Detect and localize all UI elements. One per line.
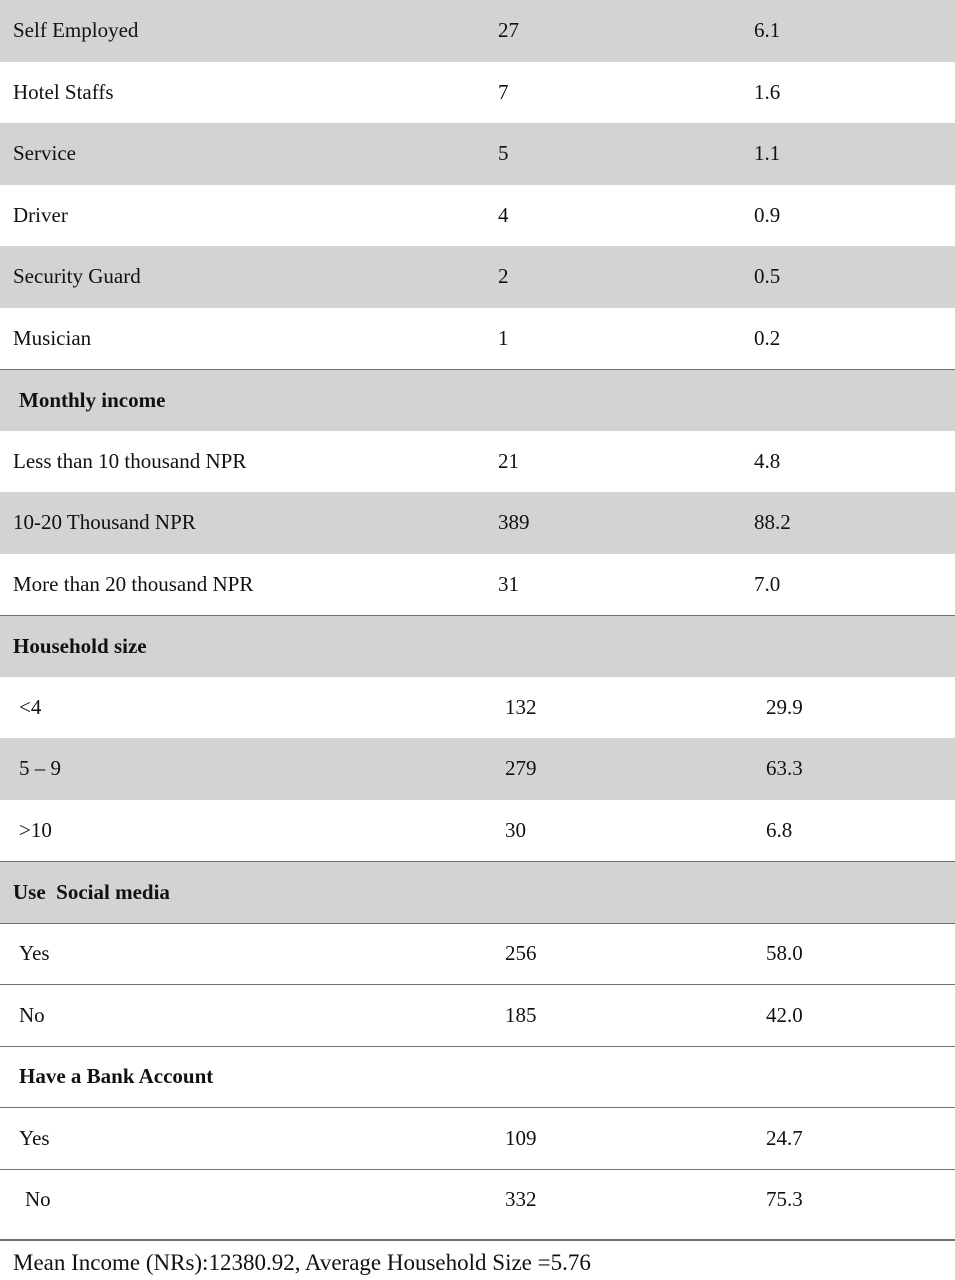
table-row	[0, 246, 955, 308]
percent-cell: 58.0	[766, 941, 803, 966]
table-row	[0, 738, 955, 800]
category-label: Driver	[13, 202, 68, 227]
percent-cell: 0.2	[754, 325, 781, 350]
category-label: 5 – 9	[19, 756, 61, 781]
percent-cell: 29.9	[766, 694, 803, 719]
count-cell: 30	[505, 817, 526, 842]
table-row	[0, 800, 955, 862]
section-header-row	[0, 1046, 955, 1108]
percent-cell: 24.7	[766, 1125, 803, 1150]
table-row	[0, 123, 955, 185]
percent-cell: 63.3	[766, 756, 803, 781]
count-cell: 332	[505, 1187, 537, 1212]
count-cell: 21	[498, 448, 519, 473]
count-cell: 2	[498, 264, 509, 289]
table-row	[0, 492, 955, 554]
category-label: Less than 10 thousand NPR	[13, 448, 247, 473]
count-cell: 185	[505, 1002, 537, 1027]
section-header-row	[0, 615, 955, 677]
table-bottom-rule	[0, 1239, 955, 1241]
table-row	[0, 923, 955, 985]
table-footnote: Mean Income (NRs):12380.92, Average Household Size =5.76	[13, 1250, 591, 1275]
count-cell: 1	[498, 325, 509, 350]
category-label: 10-20 Thousand NPR	[13, 510, 196, 535]
percent-cell: 0.9	[754, 202, 781, 227]
percent-cell: 88.2	[754, 510, 791, 535]
percent-cell: 4.8	[754, 448, 781, 473]
percent-cell: 7.0	[754, 571, 781, 596]
percent-cell: 1.1	[754, 141, 781, 166]
section-label: Monthly income	[19, 387, 166, 412]
count-cell: 5	[498, 141, 509, 166]
count-cell: 4	[498, 202, 509, 227]
section-header-row	[0, 861, 955, 923]
category-label: Yes	[19, 941, 50, 966]
category-label: Yes	[19, 1125, 50, 1150]
count-cell: 7	[498, 79, 509, 104]
category-label: Hotel Staffs	[13, 79, 114, 104]
count-cell: 132	[505, 694, 537, 719]
table-row	[0, 308, 955, 370]
category-label: Self Employed	[13, 18, 139, 43]
percent-cell: 6.1	[754, 18, 781, 43]
section-label: Have a Bank Account	[19, 1064, 214, 1089]
table-row	[0, 677, 955, 739]
table-row	[0, 0, 955, 62]
category-label: No	[25, 1187, 51, 1212]
percent-cell: 75.3	[766, 1187, 803, 1212]
table-row	[0, 185, 955, 247]
count-cell: 279	[505, 756, 537, 781]
count-cell: 389	[498, 510, 530, 535]
section-label: Use Social media	[13, 879, 170, 904]
count-cell: 109	[505, 1125, 537, 1150]
section-label: Household size	[13, 633, 147, 658]
percent-cell: 42.0	[766, 1002, 803, 1027]
table-row	[0, 431, 955, 493]
count-cell: 27	[498, 18, 519, 43]
section-header-row	[0, 369, 955, 431]
percent-cell: 0.5	[754, 264, 781, 289]
table-row	[0, 62, 955, 124]
category-label: Service	[13, 141, 76, 166]
table-row	[0, 984, 955, 1046]
count-cell: 256	[505, 941, 537, 966]
table-row	[0, 554, 955, 616]
category-label: More than 20 thousand NPR	[13, 571, 254, 596]
category-label: >10	[19, 817, 52, 842]
category-label: Security Guard	[13, 264, 141, 289]
category-label: No	[19, 1002, 45, 1027]
percent-cell: 1.6	[754, 79, 781, 104]
category-label: Musician	[13, 325, 92, 350]
table-row	[0, 1169, 955, 1231]
table-row	[0, 1107, 955, 1169]
percent-cell: 6.8	[766, 817, 793, 842]
count-cell: 31	[498, 571, 519, 596]
category-label: <4	[19, 694, 42, 719]
